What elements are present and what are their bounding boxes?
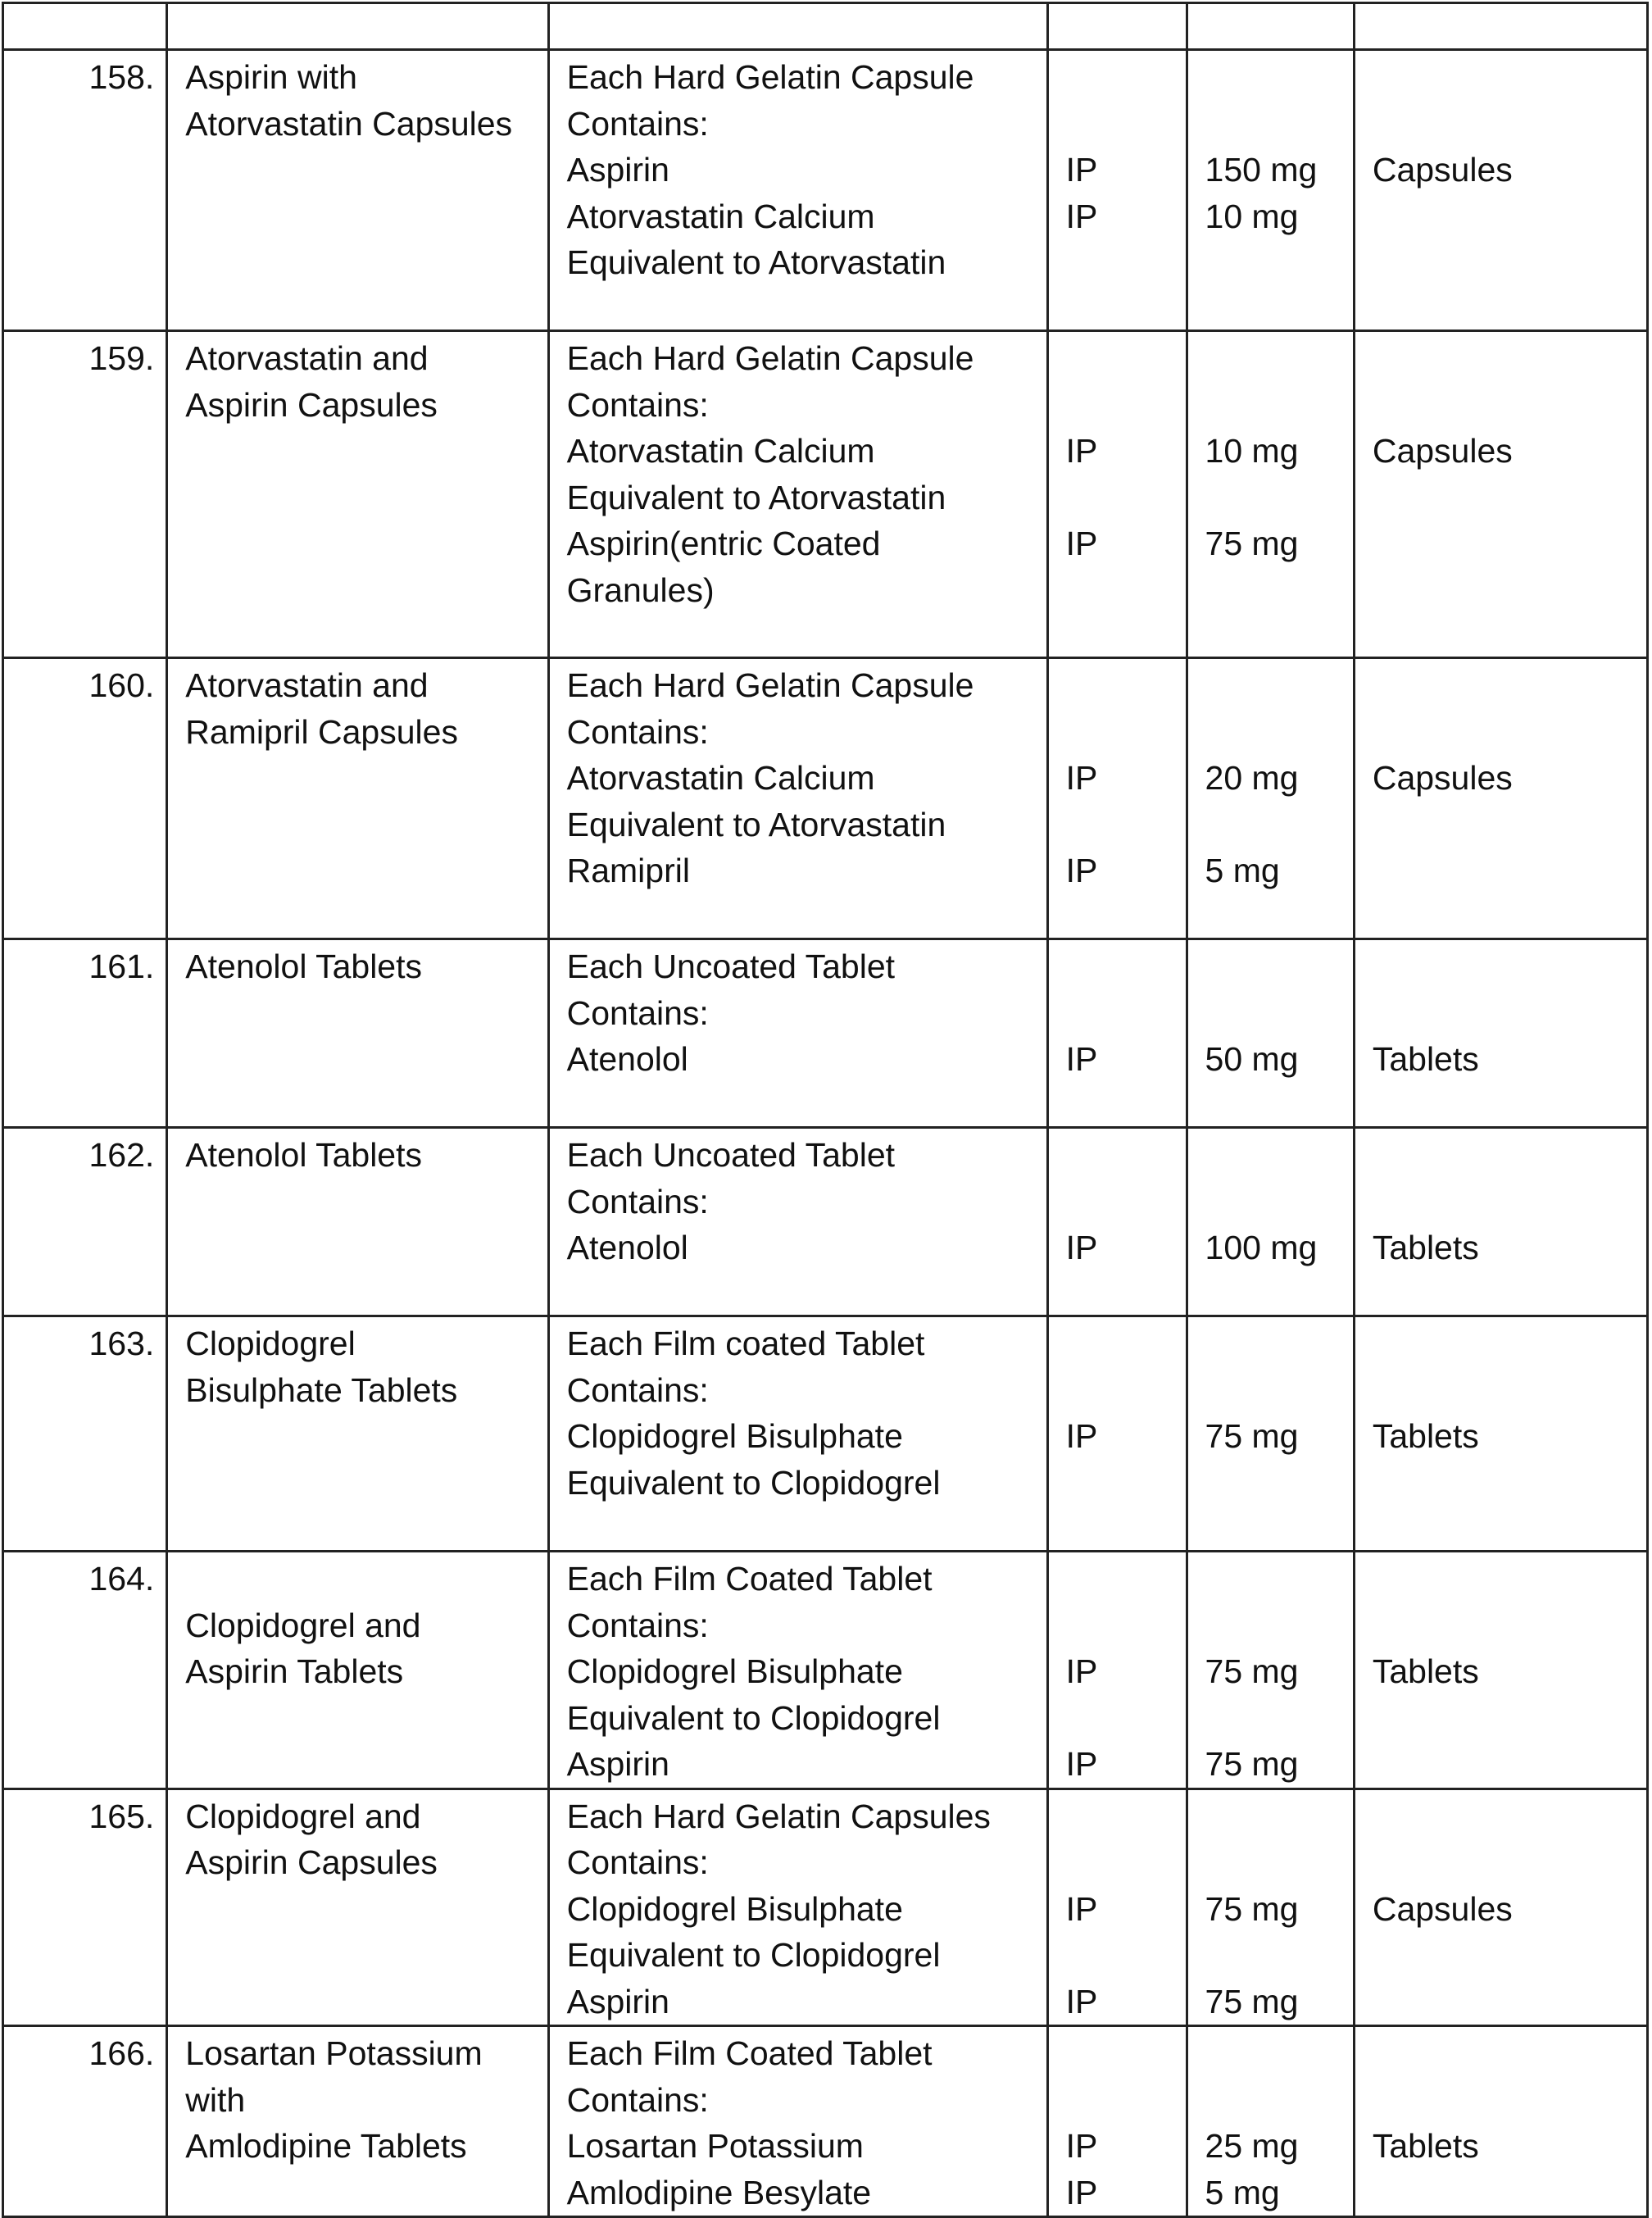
strength-cell	[1187, 1316, 1354, 1552]
composition-line: Ramipril	[566, 852, 690, 889]
strength-line	[1205, 101, 1353, 148]
standard-line	[1066, 662, 1186, 709]
dosage-form-line	[1373, 1602, 1646, 1649]
standard-line	[1066, 1556, 1186, 1602]
composition-cell	[548, 1552, 1047, 1789]
composition-cell	[548, 939, 1047, 1128]
strength-line	[1205, 1793, 1353, 1840]
strength-line	[1205, 335, 1353, 382]
product-name-line: Amlodipine Tablets	[185, 2127, 467, 2165]
item-number-line: 161.	[88, 948, 155, 985]
standard-line: IP	[1065, 432, 1098, 470]
table-body	[3, 3, 1648, 2217]
product-name-line: Atorvastatin and	[185, 666, 429, 704]
strength-cell	[1187, 939, 1354, 1128]
composition-cell	[548, 1788, 1047, 2026]
product-name-cell	[167, 658, 548, 939]
composition-line: Each Film Coated Tablet	[566, 2034, 933, 2072]
product-name-line: Clopidogrel	[185, 1325, 356, 1362]
dosage-form-cell	[1354, 331, 1647, 658]
standard-line	[1066, 709, 1186, 756]
product-name-line: Clopidogrel and	[185, 1797, 421, 1835]
strength-line: 10 mg	[1205, 197, 1299, 235]
strength-line	[1205, 382, 1353, 429]
header-cell	[1354, 3, 1647, 50]
standard-line: IP	[1065, 1040, 1098, 1078]
composition-line: Aspirin	[566, 1745, 669, 1783]
composition-line: Amlodipine Besylate	[566, 2173, 872, 2211]
header-cell	[1187, 3, 1354, 50]
composition-line: Each Film coated Tablet	[566, 1325, 925, 1362]
product-name-line: Aspirin Capsules	[185, 385, 438, 424]
dosage-form-cell	[1354, 1552, 1647, 1789]
dosage-form-line	[1373, 709, 1646, 756]
strength-line	[1205, 990, 1353, 1037]
standard-line: IP	[1065, 1417, 1098, 1455]
composition-line: Each Hard Gelatin Capsule	[566, 666, 974, 704]
strength-line	[1205, 1839, 1353, 1886]
standard-line	[1066, 1695, 1186, 1742]
standard-line: IP	[1065, 759, 1098, 797]
composition-line: Equivalent to Atorvastatin	[566, 243, 946, 281]
strength-line: 10 mg	[1205, 432, 1299, 470]
standard-line	[1066, 382, 1186, 429]
product-name-line: Bisulphate Tablets	[185, 1370, 458, 1409]
composition-line: Atorvastatin Calcium	[566, 432, 875, 470]
strength-line	[1205, 1932, 1353, 1979]
product-name-cell	[167, 1788, 548, 2026]
table-row	[3, 1128, 1648, 1316]
dosage-form-line	[1373, 1367, 1646, 1414]
composition-line: Each Hard Gelatin Capsule	[566, 58, 974, 96]
strength-line: 25 mg	[1205, 2127, 1299, 2165]
product-name-cell	[167, 939, 548, 1128]
strength-cell	[1187, 1128, 1354, 1316]
strength-cell	[1187, 331, 1354, 658]
composition-cell	[548, 1128, 1047, 1316]
dosage-form-cell	[1354, 939, 1647, 1128]
composition-line: Contains:	[566, 2080, 709, 2119]
dosage-form-line: Capsules	[1372, 151, 1513, 189]
strength-line	[1205, 662, 1353, 709]
dosage-form-line	[1373, 1132, 1646, 1179]
standard-line	[1066, 335, 1186, 382]
composition-line: Atenolol	[566, 1229, 688, 1266]
composition-line: Equivalent to Clopidogrel	[566, 1936, 941, 1974]
standard-line	[1066, 990, 1186, 1037]
product-name-line: Aspirin Tablets	[185, 1652, 404, 1690]
dosage-form-line: Capsules	[1372, 759, 1513, 797]
dosage-form-line	[1373, 54, 1646, 101]
strength-line: 75 mg	[1205, 1982, 1299, 2020]
dosage-form-line	[1373, 382, 1646, 429]
composition-line: Atorvastatin Calcium	[566, 759, 875, 797]
composition-line: Clopidogrel Bisulphate	[566, 1652, 903, 1690]
composition-line: Each Hard Gelatin Capsules	[566, 1797, 991, 1835]
composition-line: Contains:	[566, 1606, 709, 1644]
item-number-line: 164.	[88, 1560, 155, 1598]
composition-cell	[548, 50, 1047, 331]
standard-cell	[1047, 658, 1187, 939]
standard-line	[1066, 943, 1186, 990]
product-name-line: with	[185, 2080, 246, 2119]
composition-line: Atenolol	[566, 1040, 688, 1078]
table-row	[3, 50, 1648, 331]
composition-line: Each Uncoated Tablet	[566, 948, 896, 985]
strength-line: 50 mg	[1205, 1040, 1299, 1078]
item-number-cell	[3, 939, 167, 1128]
strength-cell	[1187, 658, 1354, 939]
dosage-form-line	[1373, 1793, 1646, 1840]
standard-line	[1066, 2077, 1186, 2124]
standard-line: IP	[1065, 1982, 1098, 2020]
dosage-form-line	[1373, 662, 1646, 709]
item-number-line: 159.	[88, 339, 155, 377]
standard-line	[1066, 802, 1186, 848]
table-row	[3, 1552, 1648, 1789]
standard-cell	[1047, 1128, 1187, 1316]
item-number-cell	[3, 331, 167, 658]
composition-line: Contains:	[566, 1370, 709, 1409]
product-name-line	[185, 1556, 547, 1602]
header-cell	[548, 3, 1047, 50]
dosage-form-line: Tablets	[1372, 2127, 1479, 2165]
strength-line: 100 mg	[1205, 1229, 1318, 1266]
standard-line: IP	[1065, 1652, 1098, 1690]
dosage-form-cell	[1354, 658, 1647, 939]
product-name-cell	[167, 1316, 548, 1552]
product-name-line: Atenolol Tablets	[185, 1136, 423, 1174]
dosage-form-line	[1373, 990, 1646, 1037]
strength-line	[1205, 1320, 1353, 1367]
strength-cell	[1187, 1552, 1354, 1789]
product-name-cell	[167, 50, 548, 331]
standard-line	[1066, 1367, 1186, 1414]
standard-cell	[1047, 50, 1187, 331]
strength-line: 75 mg	[1205, 1652, 1299, 1690]
item-number-line: 162.	[88, 1136, 155, 1174]
standard-line: IP	[1065, 2127, 1098, 2165]
standard-line	[1066, 2030, 1186, 2077]
product-name-cell	[167, 2026, 548, 2217]
dosage-form-cell	[1354, 1128, 1647, 1316]
item-number-line: 158.	[88, 58, 155, 96]
dosage-form-line	[1373, 2030, 1646, 2077]
table-row	[3, 1788, 1648, 2026]
table-row	[3, 939, 1648, 1128]
strength-line: 5 mg	[1205, 852, 1280, 889]
table-row	[3, 331, 1648, 658]
header-row	[3, 3, 1648, 50]
strength-line: 5 mg	[1205, 2173, 1280, 2211]
standard-line	[1066, 1320, 1186, 1367]
table-row	[3, 1316, 1648, 1552]
drug-formulation-table	[2, 2, 1649, 2218]
composition-line: Each Uncoated Tablet	[566, 1136, 896, 1174]
composition-line: Equivalent to Atorvastatin	[566, 805, 946, 843]
standard-line: IP	[1065, 151, 1098, 189]
strength-line	[1205, 54, 1353, 101]
standard-cell	[1047, 1788, 1187, 2026]
standard-line: IP	[1065, 1745, 1098, 1783]
composition-line: Contains:	[566, 1182, 709, 1220]
standard-line	[1066, 1932, 1186, 1979]
composition-line: Equivalent to Atorvastatin	[566, 478, 946, 516]
dosage-form-line: Tablets	[1372, 1417, 1479, 1455]
dosage-form-line	[1373, 1179, 1646, 1225]
dosage-form-line: Capsules	[1372, 432, 1513, 470]
strength-cell	[1187, 50, 1354, 331]
item-number-cell	[3, 658, 167, 939]
item-number-cell	[3, 1128, 167, 1316]
strength-line	[1205, 475, 1353, 521]
dosage-form-line: Tablets	[1372, 1040, 1479, 1078]
standard-cell	[1047, 1552, 1187, 1789]
strength-cell	[1187, 1788, 1354, 2026]
item-number-line: 163.	[88, 1325, 155, 1362]
standard-line: IP	[1065, 2173, 1098, 2211]
product-name-cell	[167, 1552, 548, 1789]
strength-line	[1205, 943, 1353, 990]
standard-cell	[1047, 331, 1187, 658]
dosage-form-cell	[1354, 2026, 1647, 2217]
header-cell	[3, 3, 167, 50]
strength-line	[1205, 2030, 1353, 2077]
dosage-form-line: Tablets	[1372, 1229, 1479, 1266]
standard-line	[1066, 1179, 1186, 1225]
composition-cell	[548, 658, 1047, 939]
composition-line: Granules)	[566, 570, 715, 609]
dosage-form-line: Capsules	[1372, 1889, 1513, 1928]
strength-line: 75 mg	[1205, 525, 1299, 562]
composition-line: Contains:	[566, 993, 709, 1032]
dosage-form-line	[1373, 2077, 1646, 2124]
composition-line: Contains:	[566, 1843, 709, 1881]
composition-line: Each Film Coated Tablet	[566, 1560, 933, 1598]
standard-cell	[1047, 1316, 1187, 1552]
strength-line: 75 mg	[1205, 1417, 1299, 1455]
product-name-line: Atorvastatin Capsules	[185, 104, 513, 143]
strength-line	[1205, 1367, 1353, 1414]
composition-cell	[548, 1316, 1047, 1552]
standard-line	[1066, 1793, 1186, 1840]
dosage-form-cell	[1354, 1316, 1647, 1552]
dosage-form-line	[1373, 943, 1646, 990]
composition-line: Losartan Potassium	[566, 2127, 864, 2165]
table-row	[3, 2026, 1648, 2217]
standard-line: IP	[1065, 1889, 1098, 1928]
composition-line: Atorvastatin Calcium	[566, 197, 875, 235]
item-number-cell	[3, 1788, 167, 2026]
standard-line	[1066, 1132, 1186, 1179]
composition-line: Aspirin	[566, 1982, 669, 2020]
product-name-line: Atenolol Tablets	[185, 948, 423, 985]
product-name-cell	[167, 331, 548, 658]
composition-line: Aspirin	[566, 151, 669, 189]
dosage-form-cell	[1354, 50, 1647, 331]
dosage-form-cell	[1354, 1788, 1647, 2026]
dosage-form-line: Tablets	[1372, 1652, 1479, 1690]
header-cell	[167, 3, 548, 50]
standard-line	[1066, 1602, 1186, 1649]
item-number-cell	[3, 50, 167, 331]
item-number-line: 166.	[88, 2034, 155, 2072]
product-name-line: Atorvastatin and	[185, 339, 429, 377]
dosage-form-line	[1373, 1320, 1646, 1367]
item-number-cell	[3, 1316, 167, 1552]
strength-line	[1205, 1602, 1353, 1649]
product-name-line: Losartan Potassium	[185, 2034, 483, 2072]
standard-cell	[1047, 939, 1187, 1128]
dosage-form-line	[1373, 101, 1646, 148]
standard-line: IP	[1065, 197, 1098, 235]
item-number-cell	[3, 1552, 167, 1789]
composition-line: Each Hard Gelatin Capsule	[566, 339, 974, 377]
composition-line: Contains:	[566, 104, 709, 143]
composition-line: Clopidogrel Bisulphate	[566, 1889, 903, 1928]
strength-line	[1205, 2077, 1353, 2124]
dosage-form-line	[1373, 1556, 1646, 1602]
header-cell	[1047, 3, 1187, 50]
standard-line	[1066, 1839, 1186, 1886]
composition-line: Aspirin(entric Coated	[566, 525, 881, 562]
strength-line	[1205, 1179, 1353, 1225]
composition-line: Equivalent to Clopidogrel	[566, 1698, 941, 1737]
strength-line: 20 mg	[1205, 759, 1299, 797]
table-row	[3, 658, 1648, 939]
strength-cell	[1187, 2026, 1354, 2217]
item-number-cell	[3, 2026, 167, 2217]
standard-line	[1066, 475, 1186, 521]
standard-line	[1066, 101, 1186, 148]
composition-cell	[548, 2026, 1047, 2217]
strength-line	[1205, 1556, 1353, 1602]
composition-line: Contains:	[566, 712, 709, 751]
product-name-line: Aspirin Capsules	[185, 1843, 438, 1881]
product-name-cell	[167, 1128, 548, 1316]
item-number-line: 160.	[88, 666, 155, 704]
standard-cell	[1047, 2026, 1187, 2217]
product-name-line: Ramipril Capsules	[185, 712, 458, 751]
strength-line	[1205, 709, 1353, 756]
item-number-line: 165.	[88, 1797, 155, 1835]
dosage-form-line	[1373, 335, 1646, 382]
strength-line: 150 mg	[1205, 151, 1318, 189]
strength-line	[1205, 1695, 1353, 1742]
product-name-line: Clopidogrel and	[185, 1606, 421, 1644]
strength-line: 75 mg	[1205, 1745, 1299, 1783]
product-name-line: Aspirin with	[185, 58, 357, 96]
composition-line: Contains:	[566, 385, 709, 424]
strength-line: 75 mg	[1205, 1889, 1299, 1928]
composition-line: Clopidogrel Bisulphate	[566, 1417, 903, 1455]
dosage-form-line	[1373, 1839, 1646, 1886]
standard-line: IP	[1065, 525, 1098, 562]
composition-line: Equivalent to Clopidogrel	[566, 1463, 941, 1502]
standard-line: IP	[1065, 1229, 1098, 1266]
composition-cell	[548, 331, 1047, 658]
standard-line: IP	[1065, 852, 1098, 889]
standard-line	[1066, 54, 1186, 101]
strength-line	[1205, 802, 1353, 848]
strength-line	[1205, 1132, 1353, 1179]
